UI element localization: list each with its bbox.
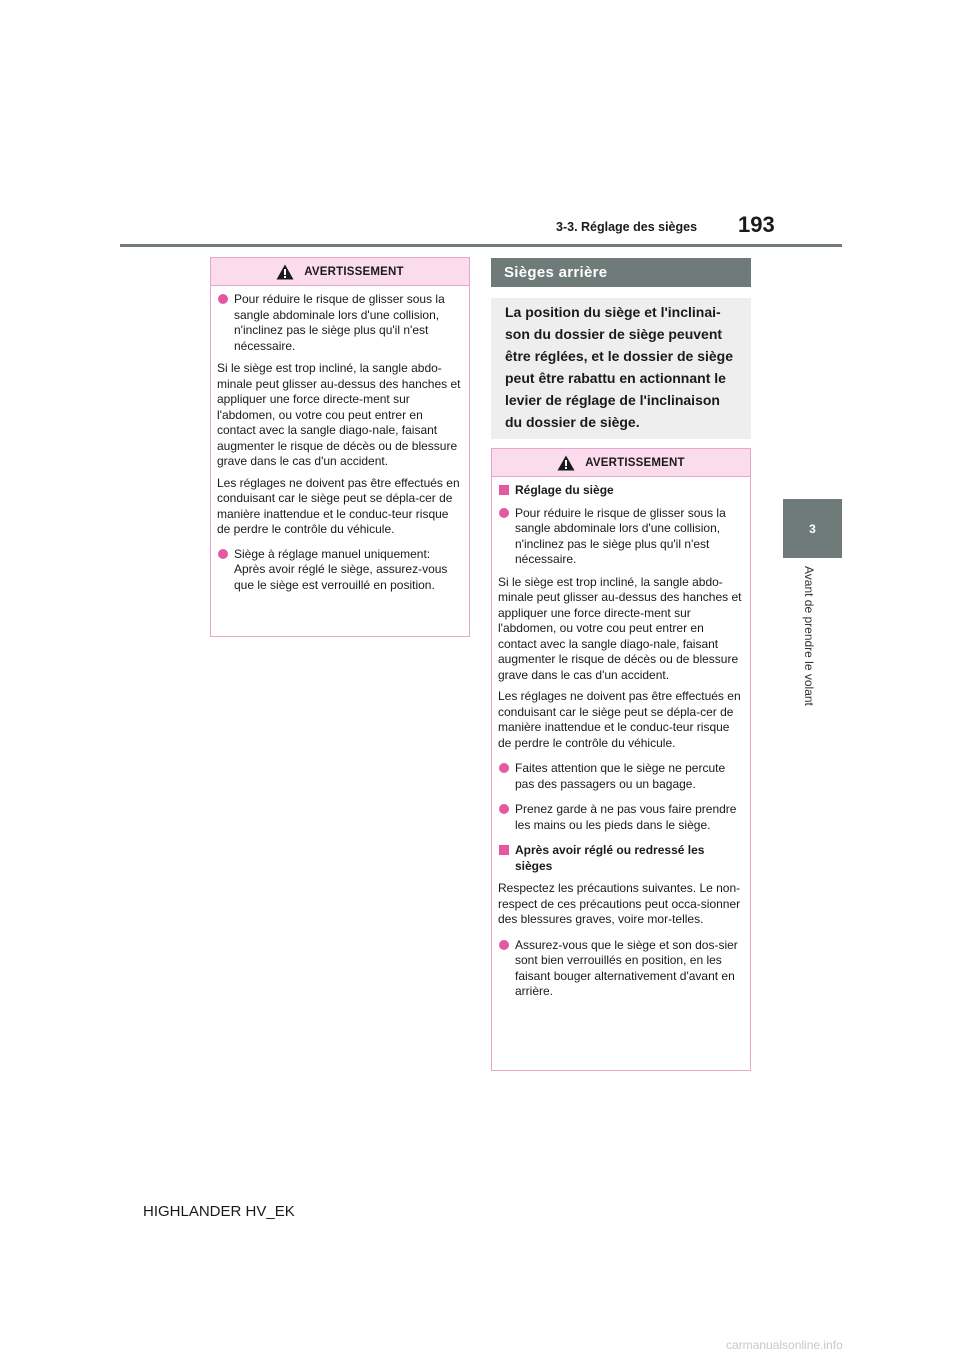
bullet-text: Pour réduire le risque de glisser sous la sangle abdominale lors d'une collision, n'inclinez pas le siège plus qu'il n'est nécessaire. xyxy=(515,505,726,566)
bullet-item xyxy=(498,506,744,568)
intro-box: La position du siège et l'inclinai-son du dossier de siège peuvent être réglées, et le dossier de siège peut être rabattu en actionnant le levier de réglage de l'inclinaison du dossier de siège. xyxy=(491,298,751,439)
bullet-text: Faites attention que le siège ne percute pas des passagers ou un bagage. xyxy=(515,761,726,791)
warning-title xyxy=(211,258,469,286)
bullet-dot-icon xyxy=(218,549,228,559)
warning-title-text: AVERTISSEMENT xyxy=(585,456,685,469)
warning-body xyxy=(211,286,469,593)
bullet-dot-icon xyxy=(499,804,509,814)
bullet-item xyxy=(217,292,463,354)
rear-seats-heading: Sièges arrière xyxy=(491,258,751,287)
warning-title xyxy=(492,449,750,477)
bullet-dot-icon xyxy=(499,940,509,950)
subheading-text: Après avoir réglé ou redressé les sièges xyxy=(515,843,705,873)
subheading-text: Réglage du siège xyxy=(515,483,614,497)
bullet-item xyxy=(498,938,744,1000)
chapter-tab[interactable]: 3 xyxy=(783,499,842,558)
chapter-title: Avant de prendre le volant xyxy=(802,566,816,706)
warning-paragraph: Les réglages ne doivent pas être effectués en conduisant car le siège peut se dépla-cer de manière inattendue et le conduc-teur risque de perdre le contrôle du véhicule. xyxy=(217,475,460,536)
warning-paragraph: Les réglages ne doivent pas être effectués en conduisant car le siège peut se dépla-cer de manière inattendue et le conduc-teur risque de perdre le contrôle du véhicule. xyxy=(498,689,741,750)
header-rule xyxy=(120,244,842,247)
bullet-text: Pour réduire le risque de glisser sous la sangle abdominale lors d'une collision, n'inclinez pas le siège plus qu'il n'est nécessaire. xyxy=(234,292,445,353)
bullet-dot-icon xyxy=(499,763,509,773)
square-bullet-icon xyxy=(499,845,509,855)
bullet-text: Prenez garde à ne pas vous faire prendre les mains ou les pieds dans le siège. xyxy=(515,802,737,832)
warning-paragraph: Si le siège est trop incliné, la sangle abdo-minale peut glisser au-dessus des hanches et appliquer une force directe-ment sur l'abdomen, ou votre cou peut entrer en contact avec la sangle diago-nale, faisant augmenter le risque de décès ou de blessure grave dans le cas d'un accident. xyxy=(498,574,742,682)
model-name: HIGHLANDER HV_EK xyxy=(143,1203,295,1220)
bullet-text: Assurez-vous que le siège et son dos-sier sont bien verrouillés en position, en les faisant bouger alternativement d'avant en arrière. xyxy=(515,937,738,998)
warning-paragraph: Respectez les précautions suivantes. Le non-respect de ces précautions peut occa-sionner des blessures graves, voire mor-telles. xyxy=(498,881,741,926)
warning-triangle-icon xyxy=(557,455,575,471)
section-header: 3-3. Réglage des sièges xyxy=(556,220,698,234)
square-bullet-icon xyxy=(499,485,509,495)
warning-body xyxy=(492,477,750,1000)
bullet-item xyxy=(498,761,744,792)
bullet-dot-icon xyxy=(499,508,509,518)
bullet-text: Siège à réglage manuel uniquement: Après avoir réglé le siège, assurez-vous que le siège est verrouillé en position. xyxy=(234,546,448,592)
bullet-item xyxy=(498,802,744,833)
bullet-dot-icon xyxy=(218,294,228,304)
warning-box-right xyxy=(491,448,751,1071)
warning-triangle-icon xyxy=(276,264,294,280)
page-number: 193 xyxy=(738,212,775,237)
warning-paragraph: Si le siège est trop incliné, la sangle abdo-minale peut glisser au-dessus des hanches et appliquer une force directe-ment sur l'abdomen, ou votre cou peut entrer en contact avec la sangle diago-nale, faisant augmenter le risque de décès ou de blessure grave dans le cas d'un accident. xyxy=(217,361,461,468)
subheading-item xyxy=(498,843,744,874)
watermark-link[interactable]: carmanualsonline.info xyxy=(726,1338,843,1352)
warning-box-left xyxy=(210,257,470,637)
subheading-item xyxy=(498,483,744,499)
warning-title-text: AVERTISSEMENT xyxy=(304,265,404,278)
bullet-item xyxy=(217,547,463,594)
